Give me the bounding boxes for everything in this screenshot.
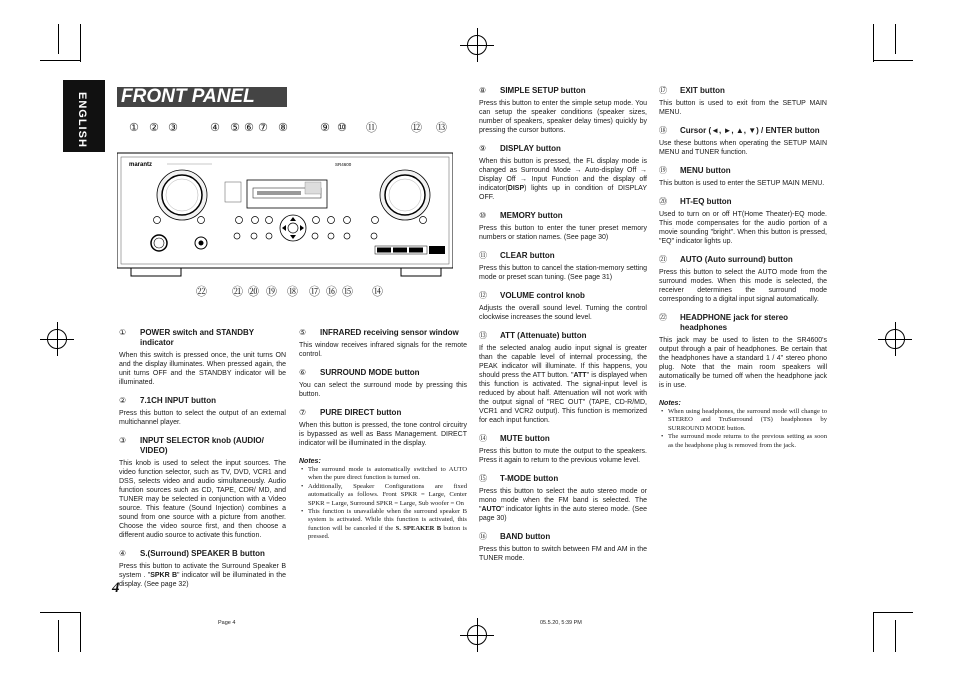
callout-bottom-5: ⑱ (287, 285, 298, 298)
entry-body: Press this button to enter the tuner preset memory numbers or station names. (See page 30) (479, 225, 647, 241)
callout-bottom-3: ⑳ (248, 285, 259, 298)
entry-number: ⑯ (479, 532, 487, 541)
description-entry (299, 328, 467, 359)
callout-top-10: ⑩ (337, 121, 347, 134)
entry-heading (119, 549, 286, 559)
description-entry (479, 291, 647, 322)
entry-heading (479, 331, 647, 341)
description-entry (659, 166, 827, 188)
crop-mark (895, 24, 896, 54)
callout-top-4: ④ (210, 121, 220, 134)
body-text: " is displayed when this function is activated. The signal-input level is reduced by about half. Attenuation will not work with the output signal of "REC OUT" (TAPE, CD-R/MD, VCR1 and VCR2 output). This function is memorized for each input function. (479, 372, 648, 424)
description-entry (299, 408, 467, 448)
entry-title: EXIT button (680, 86, 725, 95)
entry-heading (119, 328, 286, 348)
entry-title: Cursor (◄, ►, ▲, ▼) / ENTER button (680, 126, 820, 135)
entry-title: DISPLAY button (500, 144, 561, 153)
entry-number: ⑭ (479, 434, 487, 443)
callout-top-2: ② (149, 121, 159, 134)
callout-top-8: ⑧ (278, 121, 288, 134)
entry-title: CLEAR button (500, 251, 555, 260)
entry-title: MENU button (680, 166, 731, 175)
callout-bottom-9: ⑭ (372, 285, 383, 298)
description-entry (479, 86, 647, 135)
body-bold: AUTO (481, 506, 502, 513)
callout-top-11: ⑪ (366, 121, 377, 134)
entry-number: ① (119, 328, 127, 337)
entry-body: Press this button to mute the output to the speakers. Press it again to return to the previous volume level. (479, 448, 647, 464)
description-entry (659, 126, 827, 157)
entry-title: S.(Surround) SPEAKER B button (140, 549, 265, 558)
entry-body: Use these buttons when operating the SETUP MAIN MENU and TUNER function. (659, 140, 827, 156)
entry-title: SURROUND MODE button (320, 368, 420, 377)
crop-mark (58, 24, 59, 54)
crop-mark (80, 24, 81, 62)
entry-heading (659, 197, 827, 207)
entry-heading (479, 251, 647, 261)
entry-number: ③ (119, 436, 127, 445)
column-4 (659, 86, 827, 450)
description-entry (479, 331, 647, 425)
entry-title: MEMORY button (500, 211, 563, 220)
entry-title: VOLUME control knob (500, 291, 585, 300)
entry-body: This knob is used to select the input sources. The video function selector, such as TV, DVD, VCR1 and DSS, selects video and audio simultaneously. Audio function sources such as CD, TAPE, CDR/ MD, and TUNER may be selected in conjunction with a Video source. This feature (Sound Injection) combines a sound from one source with a picture from another. Choose the video source first, and then choose a different audio source to activate this function. (119, 460, 286, 539)
entry-number: ⑦ (299, 408, 307, 417)
entry-title: INFRARED receiving sensor window (320, 328, 459, 337)
registration-mark (40, 322, 74, 356)
language-label: ENGLISH (76, 92, 88, 148)
callout-top-13: ⑬ (436, 121, 447, 134)
column-2 (299, 328, 467, 542)
entry-title: T-MODE button (500, 474, 559, 483)
body-text: If the selected analog audio input signal is greater than the capable level of internal processing, the PEAK indicator will illuminate. If this happens, you should press the ATT button. " (479, 345, 647, 379)
description-entry (119, 328, 286, 387)
entry-heading (659, 166, 827, 176)
note-text: This function is unavailable when the surround speaker B system is activated. While this function is activated, this function will be canceled if the (308, 508, 467, 532)
note-item: • The surround mode returns to the previous setting as soon as the headphone plug is removed from the jack. (659, 433, 827, 450)
callout-top-3: ③ (168, 121, 178, 134)
crop-mark (873, 612, 874, 652)
note-item: • Additionally, Speaker Configurations are fixed automatically as follows. Front SPKR = Large, Center SPKR = Large, Surround SPKR = Large, Sub woofer = On (299, 483, 467, 508)
entry-body: Press this button to enter the simple setup mode. You can setup the speaker conditions (speaker sizes, number of speakers, speaker delay times) quickly by pressing the cursor buttons. (479, 100, 647, 134)
entry-body: This button is used to enter the SETUP MAIN MENU. (659, 180, 825, 187)
entry-body: Press this button to select the output of an external multichannel player. (119, 410, 286, 426)
crop-mark (895, 620, 896, 652)
callout-bottom-6: ⑰ (309, 285, 320, 298)
entry-body: When this switch is pressed once, the unit turns ON and the display illuminates. When pressed again, the unit turns OFF and the STANDBY indicator will be illuminated. (119, 352, 286, 386)
entry-number: ② (119, 396, 127, 405)
footer-left: Page 4 (218, 620, 236, 626)
body-text: When this button is pressed, the FL display mode is changed as Surround Mode → Auto-display Off → Display Off → Input Function and the display off indicator( (479, 158, 647, 192)
description-entry (119, 396, 286, 427)
crop-mark (40, 60, 80, 61)
description-entry (119, 549, 286, 589)
entry-heading (479, 86, 647, 96)
entry-heading (479, 211, 647, 221)
entry-title: HT-EQ button (680, 197, 732, 206)
entry-heading (479, 532, 647, 542)
column-1 (119, 328, 286, 598)
page-title: FRONT PANEL (121, 86, 255, 107)
page-number: 4 (112, 580, 120, 596)
description-entry (479, 211, 647, 242)
note-bold: S. SPEAKER B (395, 524, 442, 532)
description-entry (659, 255, 827, 304)
body-text: Press this button to activate the Surround Speaker B system . " (119, 563, 286, 579)
body-text: ) lights up in condition of DISPLAY OFF. (479, 185, 647, 201)
description-entry (479, 251, 647, 282)
entry-title: INPUT SELECTOR knob (AUDIO/ VIDEO) (140, 436, 264, 455)
notes-label: Notes: (299, 458, 321, 465)
entry-heading (479, 434, 647, 444)
entry-title: HEADPHONE jack for stereo headphones (680, 313, 789, 332)
entry-number: ⑳ (659, 197, 667, 206)
entry-title: BAND button (500, 532, 551, 541)
body-text: " indicator lights in the auto stereo mode. (See page 30) (479, 506, 647, 522)
crop-mark (873, 612, 913, 613)
entry-heading (479, 144, 647, 154)
description-entry (659, 86, 827, 117)
callout-bottom-8: ⑮ (342, 285, 353, 298)
note-text: button is pressed. (308, 524, 467, 541)
callout-bottom-2: ㉑ (232, 285, 243, 298)
crop-mark (80, 612, 81, 652)
entry-number: ㉒ (659, 313, 667, 322)
entry-heading (299, 408, 467, 418)
body-bold: DISP (507, 185, 525, 192)
description-entry (299, 368, 467, 399)
entry-body: Press this button to select the AUTO mode from the surround modes. When this mode is selected, the receiver determines the surround mode corresponding to a digital input signal automatically. (659, 269, 827, 303)
entry-number: ⑱ (659, 126, 667, 135)
description-entry (479, 532, 647, 563)
description-entry (479, 474, 647, 523)
callout-bottom-1: ㉒ (196, 285, 207, 298)
note-item: • The surround mode is automatically switched to AUTO when the pure direct function is turned on. (299, 466, 467, 483)
brand-logo: marantz (129, 162, 153, 168)
entry-body (479, 157, 647, 202)
entry-number: ⑧ (479, 86, 487, 95)
entry-number: ⑬ (479, 331, 487, 340)
entry-number: ⑫ (479, 291, 487, 300)
receiver-front-panel-illustration (117, 140, 453, 280)
entry-heading (479, 291, 647, 301)
entry-body (479, 344, 647, 425)
body-bold: SPKR B (150, 572, 178, 579)
footer-right: 05.5.20, 5:39 PM (540, 620, 582, 626)
entry-number: ⑮ (479, 474, 487, 483)
crop-mark (873, 60, 913, 61)
entry-number: ④ (119, 549, 127, 558)
callout-top-12: ⑫ (411, 121, 422, 134)
entry-body: When this button is pressed, the tone control circuitry is bypassed as well as Bass Management. DIRECT indicator will be illuminated in the display. (299, 422, 467, 447)
body-bold: ATT (573, 372, 587, 379)
callout-top-5: ⑤ (230, 121, 240, 134)
notes-label: Notes: (659, 400, 681, 407)
entry-heading (659, 86, 827, 96)
crop-mark (40, 612, 80, 613)
registration-mark (460, 28, 494, 62)
entry-number: ⑩ (479, 211, 487, 220)
entry-heading (659, 313, 827, 333)
callout-bottom-4: ⑲ (266, 285, 277, 298)
entry-title: 7.1CH INPUT button (140, 396, 216, 405)
entry-body: Used to turn on or off HT(Home Theater)-EQ mode. This mode compensates for the audio portion of a movie sounding "bright". When this button is pressed, "EQ" indicator lights up. (659, 211, 827, 245)
callout-top-6: ⑥ (244, 121, 254, 134)
callout-top-1: ① (129, 121, 139, 134)
entry-body (119, 562, 286, 589)
callout-bottom-7: ⑯ (326, 285, 337, 298)
body-text: Press this button to select the auto stereo mode or mono mode when the FM band is selected. The " (479, 488, 647, 513)
entry-body: Press this button to switch between FM and AM in the TUNER mode. (479, 546, 647, 562)
entry-number: ⑨ (479, 144, 487, 153)
entry-number: ㉑ (659, 255, 667, 264)
entry-body: Adjusts the overall sound level. Turning the control clockwise increases the sound level. (479, 305, 647, 321)
entry-number: ⑰ (659, 86, 667, 95)
entry-title: POWER switch and STANDBY indicator (140, 328, 254, 347)
entry-body: This jack may be used to listen to the SR4600's output through a pair of headphones. Be certain that the headphones have a standard 1 / 4" stereo phono plug. Note that the main room speakers will automatically be turned off when the headphone jack is in use. (659, 337, 827, 389)
description-entry (479, 144, 647, 202)
note-item (299, 508, 467, 542)
entry-heading (659, 126, 827, 136)
entry-body (479, 487, 647, 523)
entry-body: Press this button to cancel the station-memory setting mode or preset scan tuning. (See page 31) (479, 265, 647, 281)
crop-mark (58, 620, 59, 652)
note-item: • When using headphones, the surround mode will change to STEREO and TruSurround (TS) headphones by SURROUND MODE button. (659, 408, 827, 433)
body-text: " indicator will be illuminated in the display. (See page 32) (119, 572, 286, 588)
description-entry (479, 434, 647, 465)
entry-heading (299, 328, 467, 338)
entry-number: ⑥ (299, 368, 307, 377)
entry-heading (119, 396, 286, 406)
entry-number: ⑪ (479, 251, 487, 260)
description-entry (659, 197, 827, 246)
entry-body: You can select the surround mode by pressing this button. (299, 382, 467, 398)
entry-heading (479, 474, 647, 484)
entry-title: ATT (Attenuate) button (500, 331, 587, 340)
entry-number: ⑲ (659, 166, 667, 175)
registration-mark (460, 618, 494, 652)
entry-number: ⑤ (299, 328, 307, 337)
entry-title: SIMPLE SETUP button (500, 86, 586, 95)
description-entry (659, 313, 827, 390)
entry-body: This window receives infrared signals for the remote control. (299, 342, 467, 358)
section-title-bar (117, 87, 287, 107)
entry-title: AUTO (Auto surround) button (680, 255, 793, 264)
entry-heading (119, 436, 286, 456)
language-tab (63, 80, 105, 152)
entry-heading (299, 368, 467, 378)
column-3 (479, 86, 647, 572)
registration-mark (878, 322, 912, 356)
callout-top-9: ⑨ (320, 121, 330, 134)
entry-heading (659, 255, 827, 265)
crop-mark (873, 24, 874, 62)
entry-title: PURE DIRECT button (320, 408, 402, 417)
entry-title: MUTE button (500, 434, 550, 443)
description-entry (119, 436, 286, 540)
entry-body: This button is used to exit from the SETUP MAIN MENU. (659, 100, 827, 116)
callout-top-7: ⑦ (258, 121, 268, 134)
model-label: SR4600 (335, 162, 352, 167)
